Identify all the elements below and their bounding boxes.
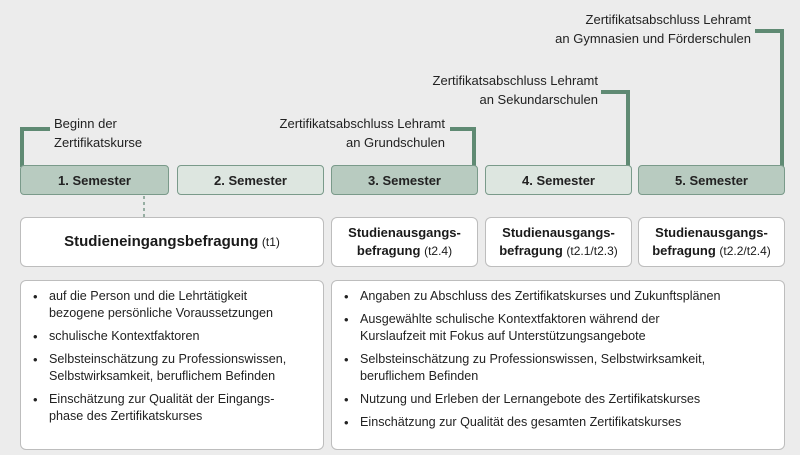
list-item-line: • Selbsteinschätzung zu Professionswissen, Selbstwirksamkeit, bbox=[360, 352, 706, 366]
list-item-line: • schulische Kontextfaktoren bbox=[49, 329, 200, 343]
list-item-line: Selbstwirksamkeit, beruflichem Befinden bbox=[49, 369, 276, 383]
annotation-line: Zertifikatskurse bbox=[54, 135, 143, 150]
semester-2: 2. Semester bbox=[177, 165, 324, 195]
semester-5: 5. Semester bbox=[638, 165, 785, 195]
exit-survey-label: befragung bbox=[499, 243, 563, 258]
annotation-line: an Grundschulen bbox=[345, 135, 445, 150]
annotation-line: Beginn der bbox=[54, 116, 117, 131]
list-item bbox=[33, 351, 313, 385]
exit-survey-code: (t2.4) bbox=[424, 244, 453, 258]
annotation-line: an Gymnasien und Förderschulen bbox=[555, 31, 751, 46]
entry-survey-label: Studieneingangsbefragung bbox=[64, 233, 259, 250]
exit-survey-label: Studienausgangs- bbox=[502, 225, 615, 240]
annotation-line: Zertifikatsabschluss Lehramt bbox=[432, 73, 598, 88]
list-item bbox=[33, 328, 313, 345]
entry-survey-box bbox=[20, 217, 324, 267]
exit-items-box bbox=[331, 280, 785, 450]
annotation-grundschulen bbox=[280, 114, 445, 152]
list-item-line: • Angaben zu Abschluss des Zertifikatskurses und Zukunftsplänen bbox=[360, 289, 721, 303]
list-item bbox=[344, 311, 774, 345]
semester-3: 3. Semester bbox=[331, 165, 478, 195]
sekundarschulen-connector bbox=[603, 92, 628, 165]
list-item-line: bezogene persönliche Voraussetzungen bbox=[49, 306, 274, 320]
grundschulen-connector bbox=[452, 129, 474, 165]
exit-survey-label: Studienausgangs- bbox=[655, 225, 768, 240]
list-item-line: • Einschätzung zur Qualität der Eingangs- bbox=[49, 392, 275, 406]
exit-survey-box-2 bbox=[485, 217, 632, 267]
list-item-line: Kurslaufzeit mit Fokus auf Unterstützungsangebote bbox=[360, 329, 646, 343]
annotation-line: an Sekundarschulen bbox=[479, 92, 598, 107]
list-item-line: phase des Zertifikatskurses bbox=[49, 409, 203, 423]
list-item bbox=[344, 414, 774, 431]
list-item bbox=[344, 391, 774, 408]
annotation-line: Zertifikatsabschluss Lehramt bbox=[279, 116, 445, 131]
list-item-line: • auf die Person und die Lehrtätigkeit bbox=[49, 289, 248, 303]
exit-survey-code: (t2.1/t2.3) bbox=[566, 244, 618, 258]
list-item-line: • Nutzung und Erleben der Lernangebote des Zertifikatskurses bbox=[360, 392, 701, 406]
entry-survey-title bbox=[64, 233, 280, 251]
exit-survey-code: (t2.2/t2.4) bbox=[719, 244, 771, 258]
exit-survey-label: befragung bbox=[652, 243, 716, 258]
exit-items-list bbox=[344, 288, 774, 431]
entry-survey-code: (t1) bbox=[261, 235, 280, 249]
list-item bbox=[344, 351, 774, 385]
exit-survey-label: befragung bbox=[356, 243, 421, 258]
exit-survey-box-1 bbox=[331, 217, 478, 267]
list-item-line: • Einschätzung zur Qualität des gesamten Zertifikatskurses bbox=[360, 415, 682, 429]
list-item-line: • Ausgewählte schulische Kontextfaktoren während der bbox=[360, 312, 660, 326]
list-item-line: beruflichem Befinden bbox=[360, 369, 479, 383]
annotation-sekundarschulen bbox=[433, 71, 598, 109]
exit-survey-box-3 bbox=[638, 217, 785, 267]
semester-4: 4. Semester bbox=[485, 165, 632, 195]
exit-survey-label: Studienausgangs- bbox=[348, 225, 461, 240]
semester-1: 1. Semester bbox=[20, 165, 169, 195]
list-item bbox=[33, 391, 313, 425]
start-connector bbox=[22, 129, 48, 165]
list-item bbox=[33, 288, 313, 322]
annotation-start bbox=[54, 114, 142, 152]
gymnasien-connector bbox=[757, 31, 782, 165]
list-item-line: • Selbsteinschätzung zu Professionswissen, bbox=[49, 352, 287, 366]
annotation-line: Zertifikatsabschluss Lehramt bbox=[585, 12, 751, 27]
entry-items-list bbox=[33, 288, 313, 425]
list-item bbox=[344, 288, 774, 305]
entry-items-box bbox=[20, 280, 324, 450]
annotation-gymnasien bbox=[555, 10, 751, 48]
